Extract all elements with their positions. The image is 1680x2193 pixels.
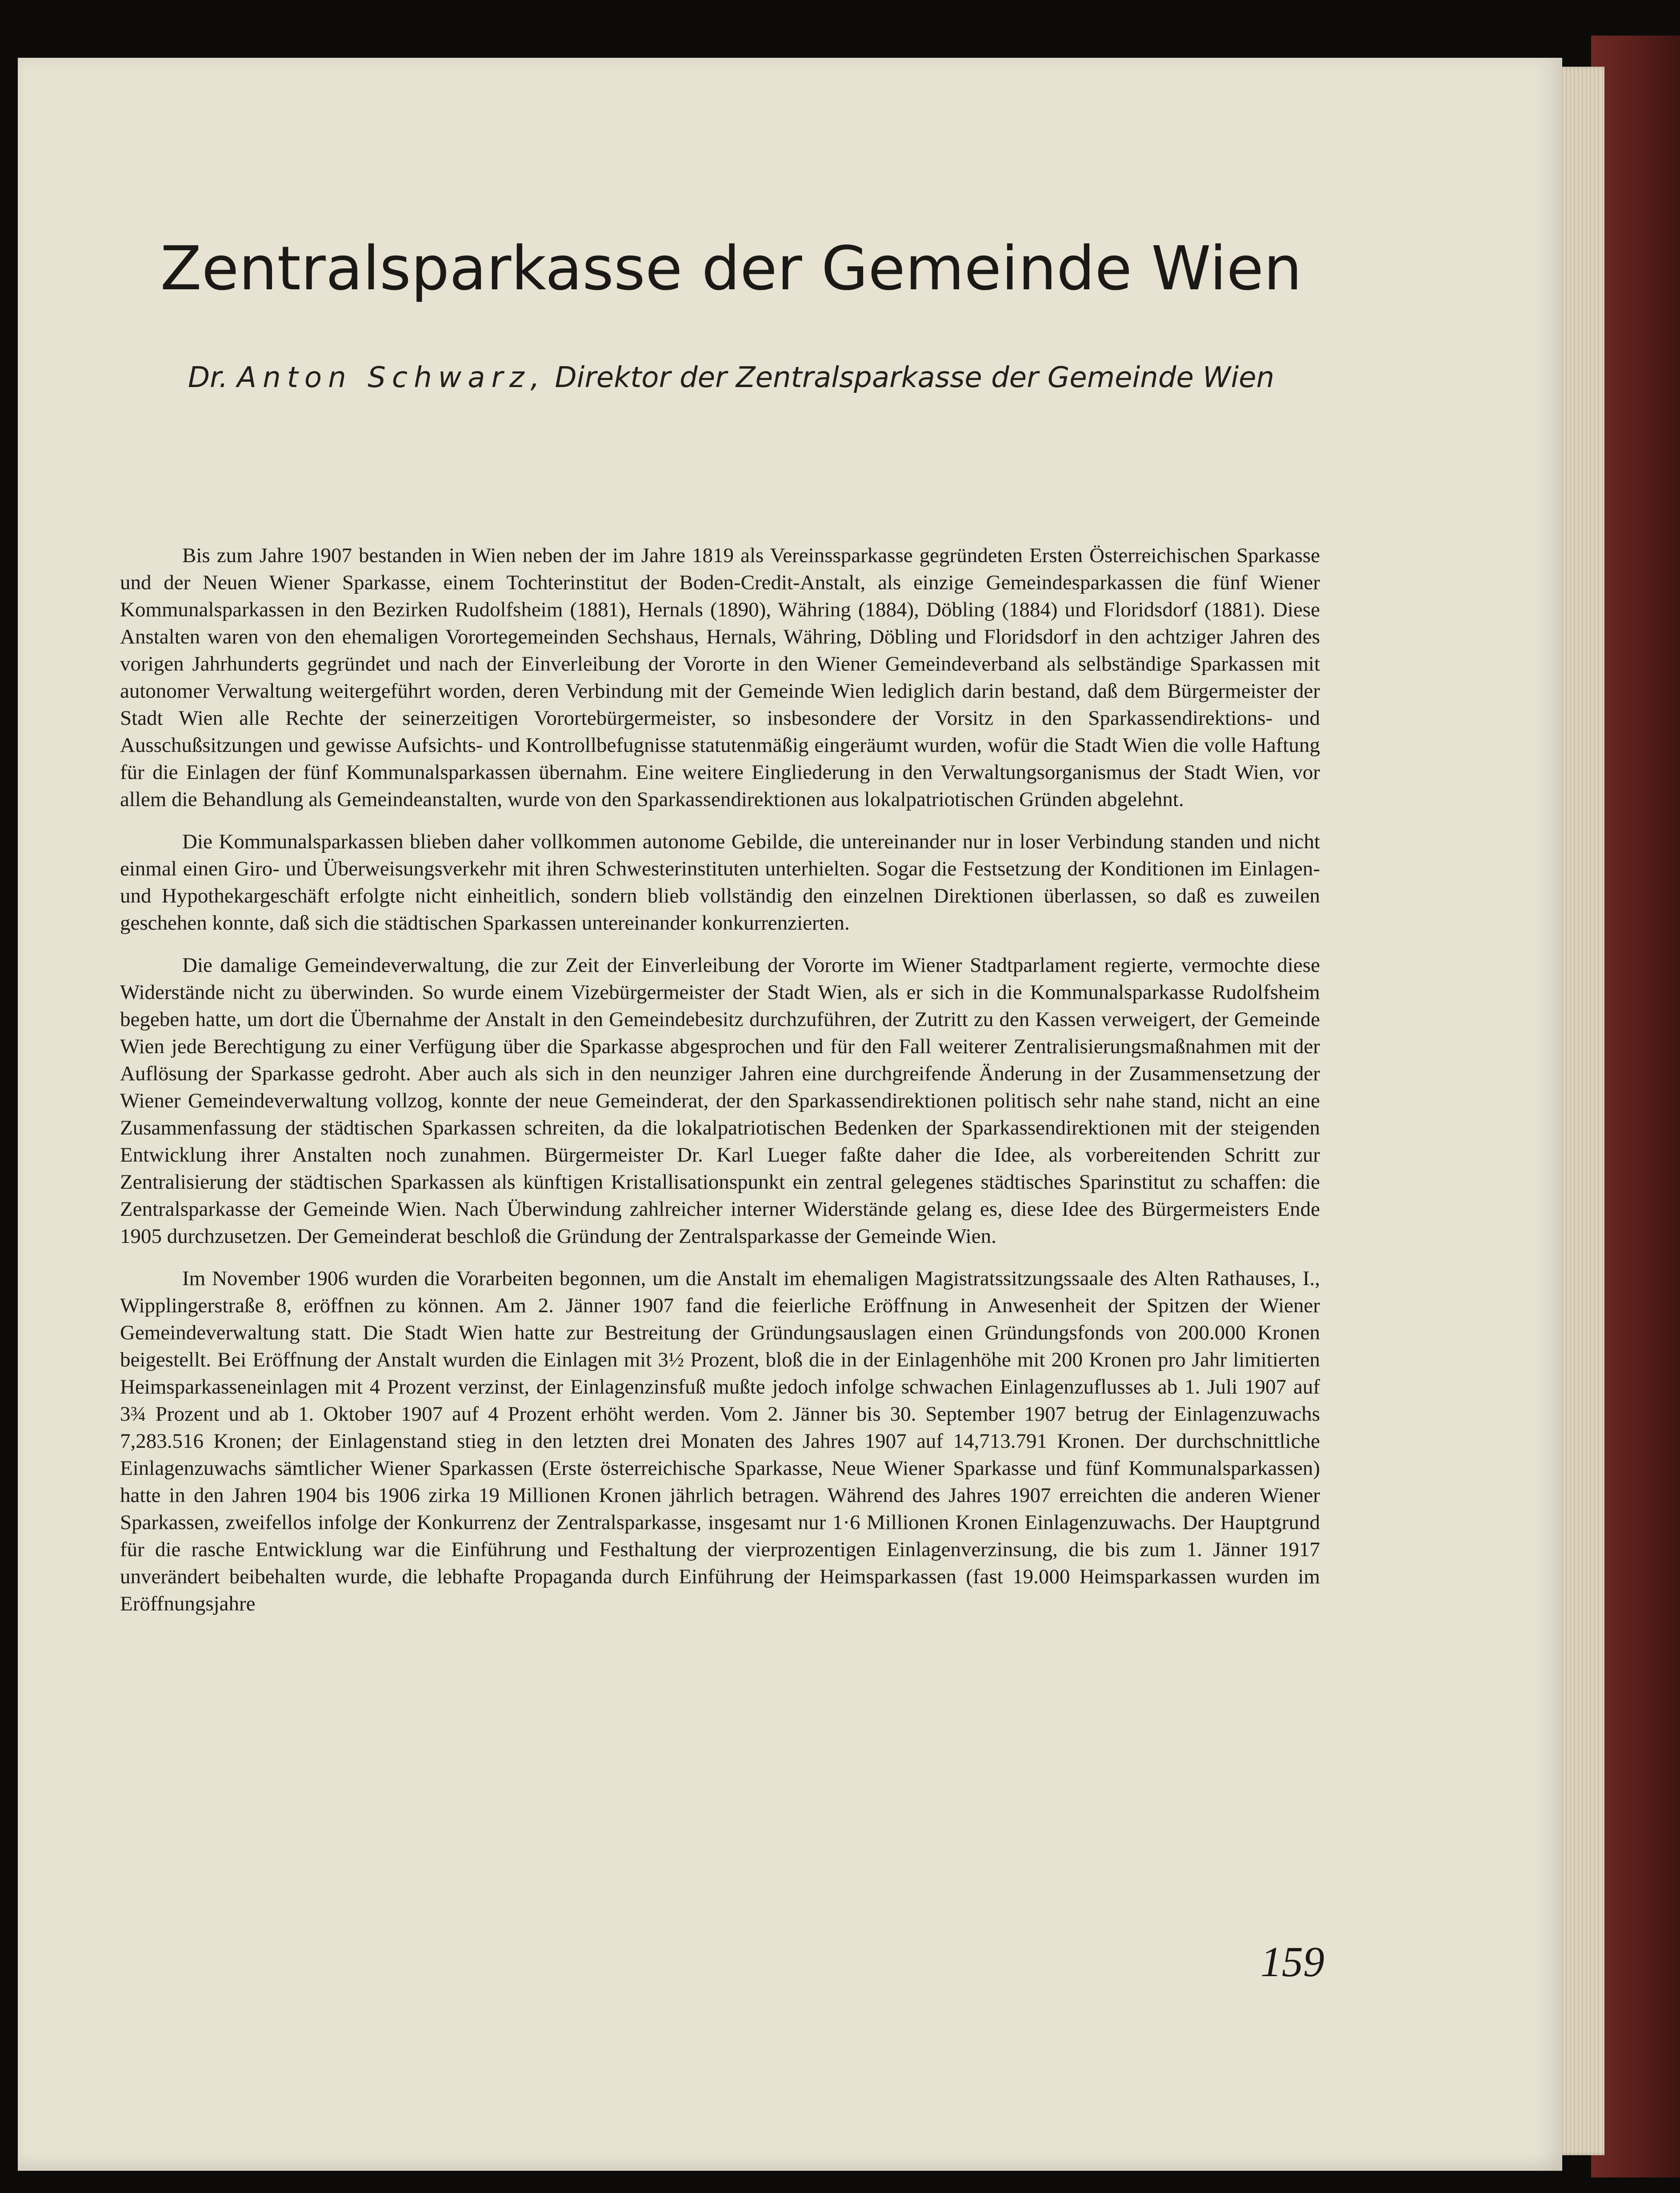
- article-title: Zentralsparkasse der Gemeinde Wien: [160, 234, 1302, 304]
- book-binding: [1591, 36, 1680, 2177]
- page-number: 159: [1260, 1938, 1324, 1985]
- page-edges: [1556, 67, 1604, 2155]
- paragraph: Im November 1906 wurden die Vorarbeiten begonnen, um die Anstalt im ehemaligen Magistratssitzungssaale des Alten Rathauses, I., Wipplingerstraße 8, eröffnen zu können. Am 2. Jänner 1907 fand die feierliche Eröffnung in Anwesenheit der Spitzen der Wiener Gemeindeverwaltung statt. Die Stadt Wien hatte zur Bestreitung der Gründungsauslagen einen Gründungsfonds von 200.000 Kronen beigestellt. Bei Eröffnung der Anstalt wurden die Einlagen mit 3½ Prozent, bloß die in der Einlagenhöhe mit 200 Kronen pro Jahr limitierten Heimsparkasseneinlagen mit 4 Prozent verzinst, der Einlagenzinsfuß mußte jedoch infolge schwachen Einlagenzuflusses ab 1. Juli 1907 auf 3¾ Prozent und ab 1. Oktober 1907 auf 4 Prozent erhöht werden. Vom 2. Jänner bis 30. September 1907 betrug der Einlagenzuwachs 7,283.516 Kronen; der Einlagenstand stieg in den letzten drei Monaten des Jahres 1907 auf 14,713.791 Kronen. Der durchschnittliche Einlagenzuwachs sämtlicher Wiener Sparkassen (Erste österreichische Sparkasse, Neue Wiener Sparkasse und fünf Kommunalsparkassen) hatte in den Jahren 1904 bis 1906 zirka 19 Millionen Kronen jährlich betragen. Während des Jahres 1907 erreichten die anderen Wiener Sparkassen, zweifellos infolge der Konkurrenz der Zentralsparkasse, insgesamt nur 1·6 Millionen Kronen Einlagenzuwachs. Der Hauptgrund für die rasche Entwicklung war die Einführung und Festhaltung der vierprozentigen Einlagenverzinsung, die bis zum 1. Jänner 1917 unverändert beibehalten wurde, die lebhafte Propaganda durch Einführung der Heimsparkassen (fast 19.000 Heimsparkassen wurden im Eröffnungsjahre: [120, 1267, 1320, 1615]
- paragraph: Bis zum Jahre 1907 bestanden in Wien neben der im Jahre 1819 als Vereinssparkasse gegründeten Ersten Österreichischen Sparkasse und der Neuen Wiener Sparkasse, einem Tochterinstitut der Boden-Credit-Anstalt, als einzige Gemeindesparkassen die fünf Wiener Kommunalsparkassen in den Bezirken Rudolfsheim (1881), Hernals (1890), Währing (1884), Döbling (1884) und Floridsdorf (1881). Diese Anstalten waren von den ehemaligen Vorortegemeinden Sechshaus, Hernals, Währing, Döbling und Floridsdorf in den achtziger Jahren des vorigen Jahrhunderts gegründet und nach der Einverleibung der Vororte in den Wiener Gemeindeverband als selbständige Sparkassen mit autonomer Verwaltung weitergeführt worden, deren Verbindung mit der Gemeinde Wien lediglich darin bestand, daß dem Bürgermeister der Stadt Wien alle Rechte der seinerzeitigen Vorortebürgermeister, so insbesondere der Vorsitz in den Sparkassendirektions- und Ausschußsitzungen und gewisse Aufsichts- und Kontrollbefugnisse statutenmäßig eingeräumt wurden, wofür die Stadt Wien die volle Haftung für die Einlagen der fünf Kommunalsparkassen übernahm. Eine weitere Eingliederung in den Verwaltungsorganismus der Stadt Wien, vor allem die Behandlung als Gemeindeanstalten, wurde von den Sparkassendirektionen aus lokalpatriotischen Gründen abgelehnt.: [120, 544, 1320, 811]
- article-byline: [18, 360, 1444, 395]
- paragraph: Die Kommunalsparkassen blieben daher vollkommen autonome Gebilde, die untereinander nur in loser Verbindung standen und nicht einmal einen Giro- und Überweisungsverkehr mit ihren Schwesterinstituten unterhielten. Sogar die Festsetzung der Konditionen im Einlagen- und Hypothekargeschäft erfolgte nicht einheitlich, sondern blieb vollständig den einzelnen Direktionen überlassen, so daß es zuweilen geschehen konnte, daß sich die städtischen Sparkassen untereinander konkurrenzierten.: [120, 830, 1320, 935]
- byline-prefix: Dr.: [188, 361, 228, 394]
- paragraph: Die damalige Gemeindeverwaltung, die zur Zeit der Einverleibung der Vororte im Wiener Stadtparlament regierte, vermochte diese Widerstände nicht zu überwinden. So wurde einem Vizebürgermeister der Stadt Wien, als er sich in die Kommunalsparkasse Rudolfsheim begeben hatte, um dort die Übernahme der Anstalt in den Gemeindebesitz durchzuführen, der Zutritt zu den Kassen verweigert, der Gemeinde Wien jede Berechtigung zu einer Verfügung über die Sparkasse abgesprochen und für den Fall weiterer Zentralisierungsmaßnahmen mit der Auflösung der Sparkasse gedroht. Aber auch als sich in den neunziger Jahren eine durchgreifende Änderung in der Zusammensetzung der Wiener Gemeindeverwaltung vollzog, konnte der neue Gemeinderat, der den Sparkassendirektionen politisch sehr nahe stand, nicht an eine Zusammenfassung der städtischen Sparkassen schreiten, da die lokalpatriotischen Bedenken der Sparkassendirektionen mit der steigenden Entwicklung ihrer Anstalten noch zunahmen. Bürgermeister Dr. Karl Lueger faßte daher die Idee, als vorbereitenden Schritt zur Zentralisierung der städtischen Sparkassen als künftigen Kristallisationspunkt ein zentral gelegenes städtisches Sparinstitut zu schaffen: die Zentralsparkasse der Gemeinde Wien. Nach Überwindung zahlreicher interner Widerstände gelang es, diese Idee des Bürgermeisters Ende 1905 durchzusetzen. Der Gemeinderat beschloß die Gründung der Zentralsparkasse der Gemeinde Wien.: [120, 954, 1320, 1248]
- byline-role: Direktor der Zentralsparkasse der Gemeinde Wien: [555, 361, 1275, 394]
- article-body: [120, 542, 1320, 1633]
- book-page: [18, 58, 1562, 2171]
- byline-author: Anton Schwarz,: [237, 361, 546, 394]
